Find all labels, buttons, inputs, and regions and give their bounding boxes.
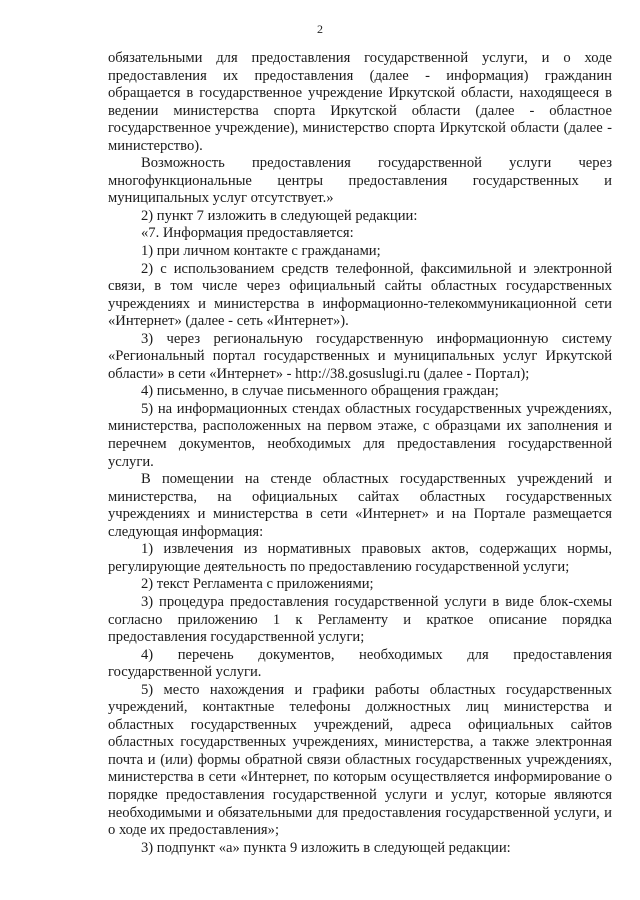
paragraph: 4) письменно, в случае письменного обращения граждан; [141,383,499,400]
paragraph: 3) подпункт «а» пункта 9 изложить в следующей редакции: [141,839,511,856]
paragraph: 2) текст Регламента с приложениями; [141,576,374,593]
paragraph: 2) с использованием средств телефонной, факсимильной и электронной связи, в том числе через официальный сайты областных государственных учреждениях и министерства в информационно-телекоммуникационной сети «Интернет» (далее - сеть «Интернет»). [108,260,612,330]
paragraph: 1) при личном контакте с гражданами; [141,243,381,260]
paragraph: 4) перечень документов, необходимых для предоставления государственной услуги. [108,646,612,681]
paragraph: 5) на информационных стендах областных государственных учреждениях, министерства, расположенных на первом этаже, с образцами их заполнения и перечнем документов, необходимых для предоставления государственной услуги. [108,400,612,470]
paragraph: обязательными для предоставления государственной услуги, и о ходе предоставления их предоставления (далее - информация) гражданин обращается в государственное учреждение Иркутской области, находящееся в ведении министерства спорта Иркутской области (далее - областное государственное учреждение), министерство спорта Иркутской области (далее - министерство). [108,50,612,154]
paragraph: 2) пункт 7 изложить в следующей редакции: [141,207,418,224]
paragraph: 5) место нахождения и графики работы областных государственных учреждений, контактные телефоны должностных лиц министерства и областных государственных учреждений, адреса официальных сайтов областных государственных учреждениях, министерства, а также электронная почта и (или) формы обратной связи областных государственных учреждениях, министерства в сети «Интернет, по которым осуществляется информирование о порядке предоставления государственной услуги и услуг, которые являются необходимыми и обязательными для предоставления государственной услуги, и о ходе их предоставления»; [108,681,612,839]
paragraph: 3) процедура предоставления государственной услуги в виде блок-схемы согласно приложению 1 к Регламенту и краткое описание порядка предоставления государственной услуги; [108,593,612,646]
document-body [108,50,612,857]
paragraph: 1) извлечения из нормативных правовых актов, содержащих нормы, регулирующие деятельность по предоставлению государственной услуги; [108,541,612,575]
paragraph: «7. Информация предоставляется: [141,225,354,242]
paragraph: В помещении на стенде областных государственных учреждений и министерства, на официальных сайтах областных государственных учреждениях и министерства в сети «Интернет» и на Портале размещается следующая информация: [108,471,612,540]
paragraph: 3) через региональную государственную информационную систему «Региональный портал государственных и муниципальных услуг Иркутской области» в сети «Интернет» - http://38.gosuslugi.ru (далее - Портал); [108,330,612,382]
page-number: 2 [317,22,323,36]
paragraph: Возможность предоставления государственной услуги через многофункциональные центры предоставления государственных и муниципальных услуг отсутствует.» [108,155,612,207]
